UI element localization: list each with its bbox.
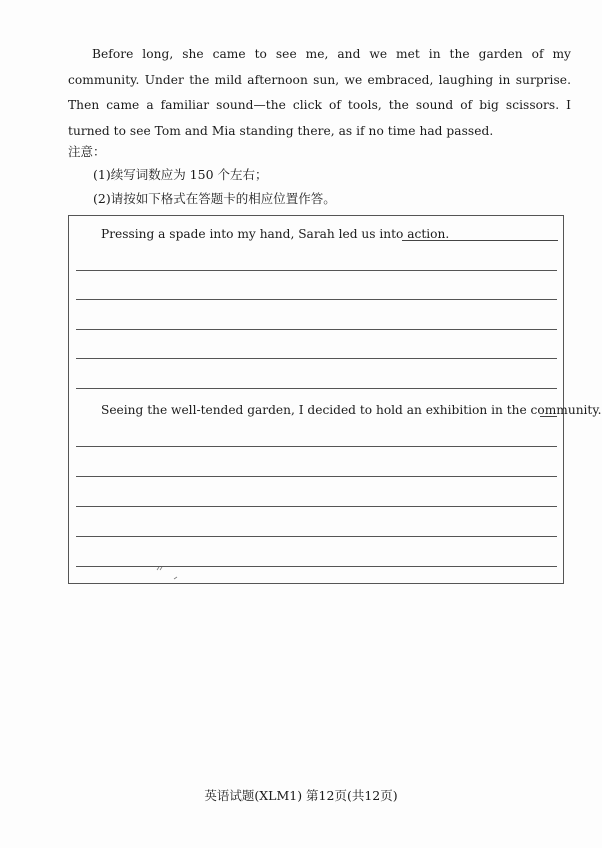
writing-line[interactable] [76,446,557,447]
note-item-answer-format: (2)请按如下格式在答题卡的相应位置作答。 [93,191,336,206]
stray-pen-mark [155,566,185,582]
story-passage: Before long, she came to see me, and we met in the garden of my community. Under the mild afternoon sun, we embraced, laughing in surprise. Then came a familiar sound—the click of tools, the sound of big scissors. I turned to see Tom and Mia standing there, as if no time had passed. [68,47,571,138]
paragraph-1-prompt: Pressing a spade into my hand, Sarah led us into action. [101,227,450,241]
writing-line[interactable] [76,329,557,330]
writing-line[interactable] [76,358,557,359]
writing-line[interactable] [76,388,557,389]
note-item-word-count: (1)续写词数应为 150 个左右； [93,167,268,182]
writing-line[interactable] [76,476,557,477]
page-footer: 英语试题(XLM1) 第12页(共12页) [204,788,398,803]
writing-line[interactable] [76,299,557,300]
writing-line[interactable] [76,270,557,271]
paragraph-2-blank[interactable] [540,416,557,417]
paragraph-2-prompt: Seeing the well-tended garden, I decided to hold an exhibition in the community. [101,403,602,417]
writing-line[interactable] [76,566,557,567]
writing-line[interactable] [76,506,557,507]
notes-title: 注意： [68,144,106,159]
writing-line[interactable] [76,536,557,537]
paragraph-1-blank[interactable] [402,240,558,241]
